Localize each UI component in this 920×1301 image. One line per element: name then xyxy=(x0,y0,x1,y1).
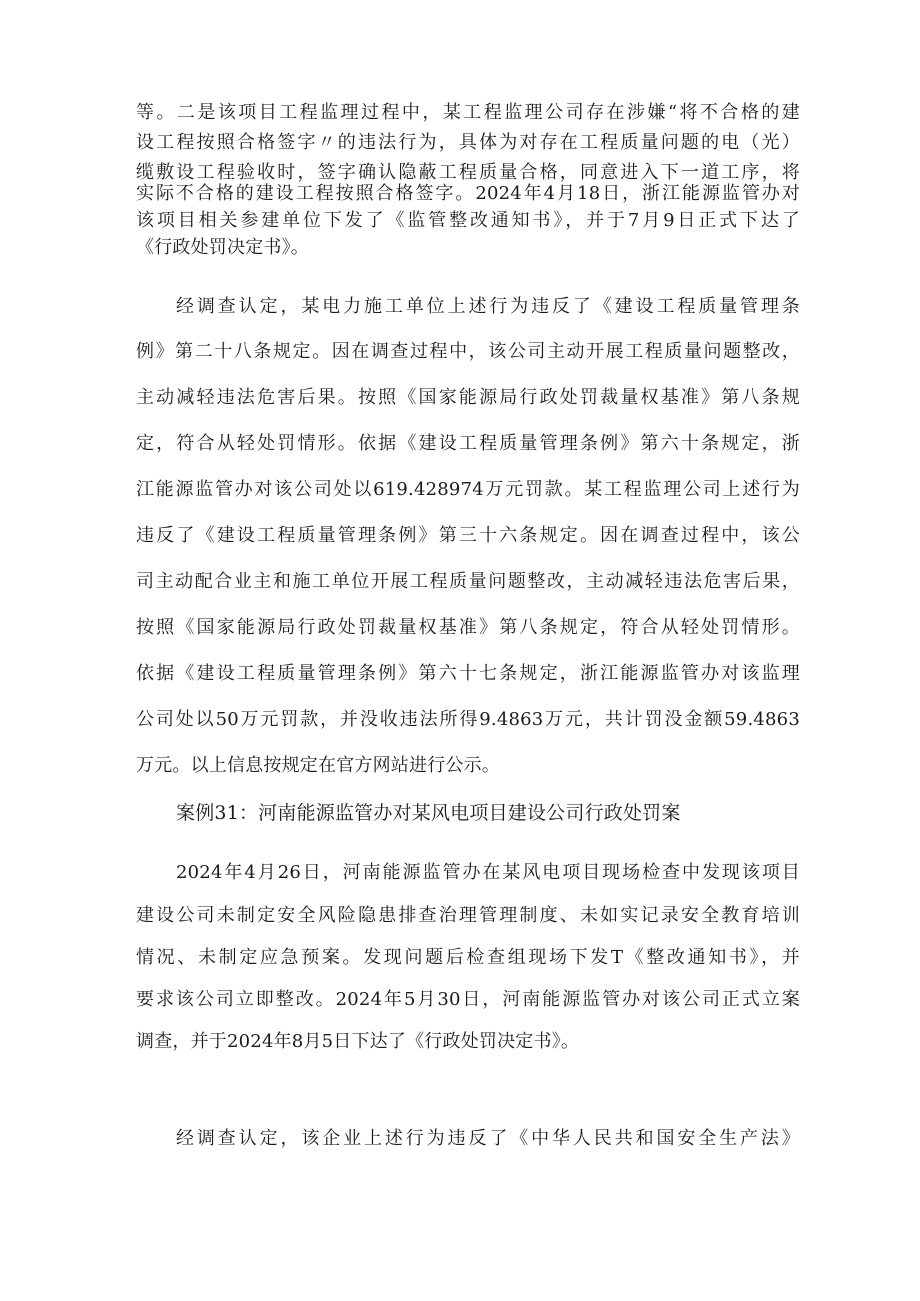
para1-line-2: 设工程按照合格签字〃的违法行为，具体为对存在工程质量问题的电（光） xyxy=(136,132,800,153)
para1-line-1: 等。二是该项目工程监理过程中，某工程监理公司存在涉嫌“将不合格的建 xyxy=(136,102,800,123)
para2-line-8: 按照《国家能源局行政处罚裁量权基准》第八条规定，符合从轻处罚情形。 xyxy=(136,617,800,638)
para2-line-4: 定，符合从轻处罚情形。依据《建设工程质量管理条例》第六十条规定，浙 xyxy=(136,433,800,454)
para3-line-5: 调查，并于2024年8月5日下达了《行政处罚决定书》。 xyxy=(136,1031,580,1052)
para1-line-6: 《行政处罚决定书》。 xyxy=(136,237,309,258)
para2-line-11: 万元。以上信息按规定在官方网站进行公示。 xyxy=(136,755,500,776)
para1-line-3: 缆敷设工程验收时，签字确认隐蔽工程质量合格，同意进入下一道工序，将 xyxy=(136,162,800,183)
para4-line-1: 经调查认定，该企业上述行为违反了《中华人民共和国安全生产法》 xyxy=(176,1128,800,1149)
para2-line-7: 司主动配合业主和施工单位开展工程质量问题整改，主动减轻违法危害后果， xyxy=(136,571,800,592)
para2-line-6: 违反了《建设工程质量管理条例》第三十六条规定。因在调查过程中，该公 xyxy=(136,525,800,546)
para2-line-2: 例》第二十八条规定。因在调查过程中，该公司主动开展工程质量问题整改， xyxy=(136,341,800,362)
para1-line-4: 实际不合格的建设工程按照合格签字。2024年4月18日，浙江能源监管办对 xyxy=(136,183,800,204)
para3-line-4: 要求该公司立即整改。2024年5月30日，河南能源监管办对该公司正式立案 xyxy=(136,989,800,1010)
para3-line-2: 建设公司未制定安全风险隐患排查治理管理制度、未如实记录安全教育培训 xyxy=(136,905,800,926)
para2-line-5: 江能源监管办对该公司处以619.428974万元罚款。某工程监理公司上述行为 xyxy=(136,479,800,500)
para3-line-1: 2024年4月26日，河南能源监管办在某风电项目现场检查中发现该项目 xyxy=(176,862,800,883)
case-title: 案例31：河南能源监管办对某风电项目建设公司行政处罚案 xyxy=(176,802,681,824)
para2-line-9: 依据《建设工程质量管理条例》第六十七条规定，浙江能源监管办对该监理 xyxy=(136,663,800,684)
para1-line-5: 该项目相关参建单位下发了《监管整改通知书》，并于7月9日正式下达了 xyxy=(136,210,800,231)
para2-line-1: 经调查认定，某电力施工单位上述行为违反了《建设工程质量管理条 xyxy=(176,296,800,317)
para3-line-3: 情况、未制定应急预案。发现问题后检查组现场下发T《整改通知书》，并 xyxy=(136,947,800,968)
para2-line-10: 公司处以50万元罚款，并没收违法所得9.4863万元，共计罚没金额59.4863 xyxy=(136,709,800,730)
para2-line-3: 主动减轻违法危害后果。按照《国家能源局行政处罚裁量权基准》第八条规 xyxy=(136,387,800,408)
